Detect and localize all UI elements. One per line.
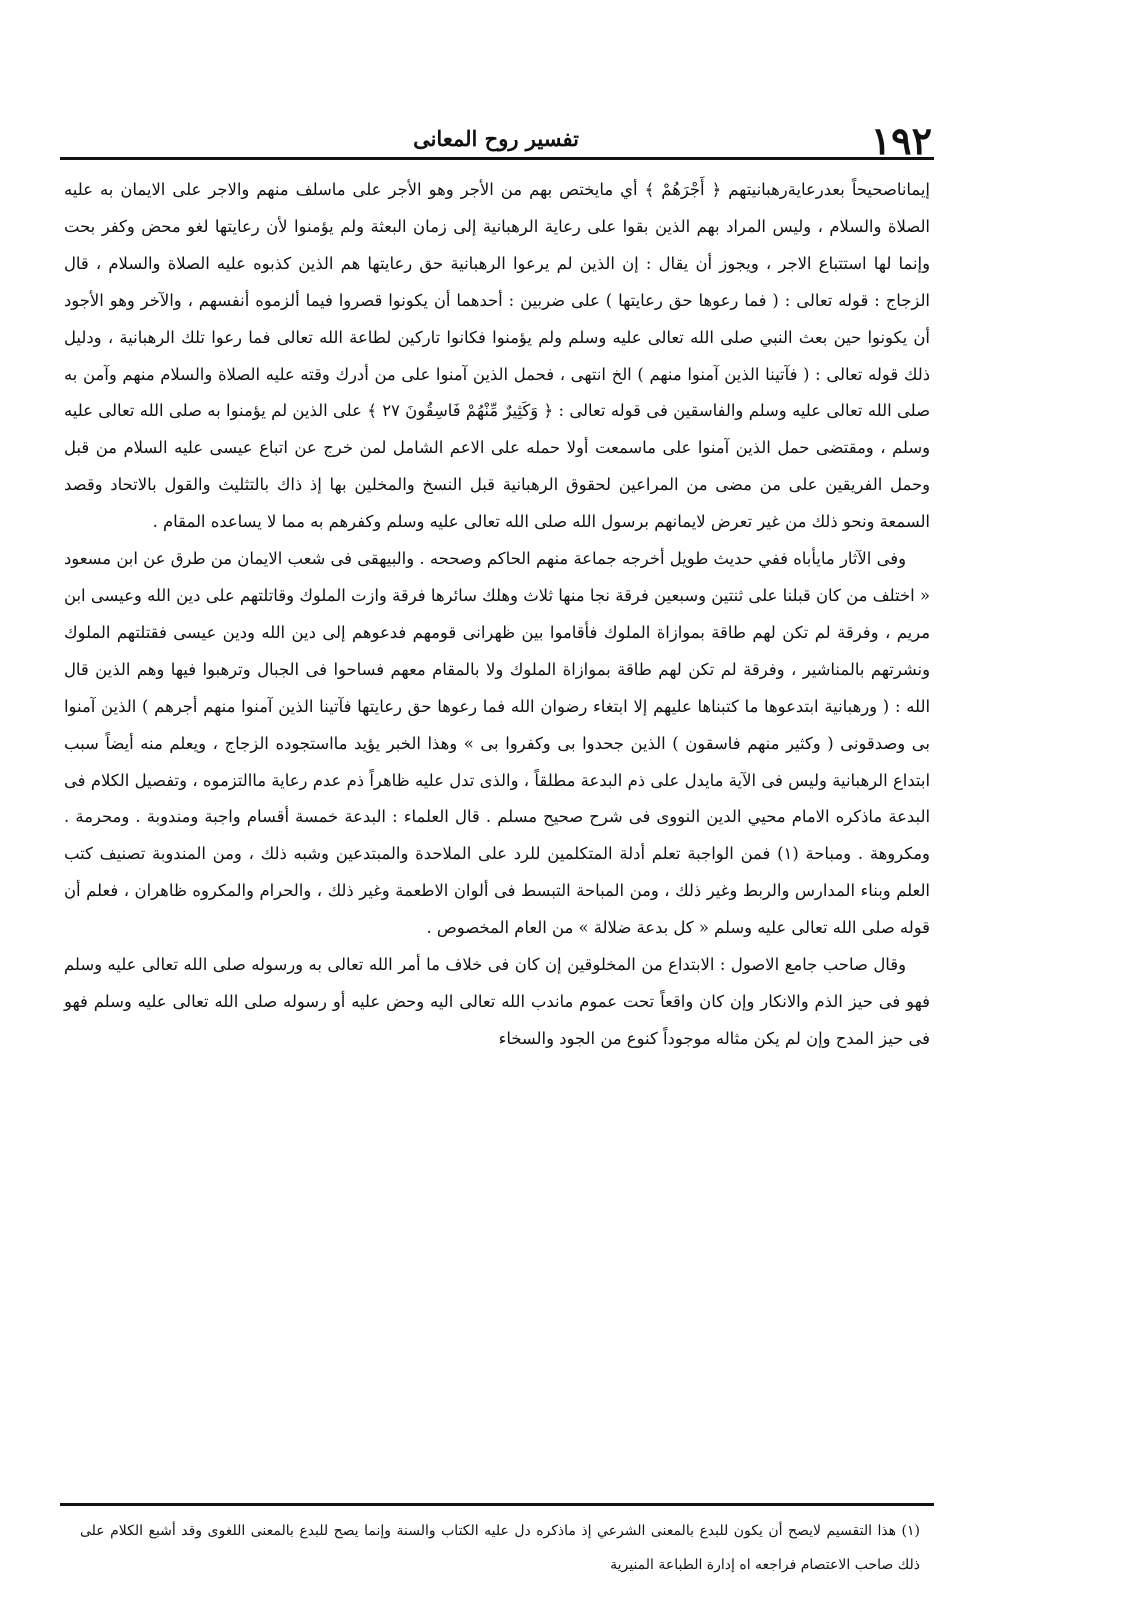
footnote: (١) هذا التقسيم لايصح أن يكون للبدع بالمعنى الشرعي إذ ماذكره دل عليه الكتاب والسنة وإنما يصح للبدع بالمعنى اللغوى وقد أشبع الكلام على ذلك صاحب الاعتصام فراجعه اه إدارة الطباعة المنيرية <box>80 1523 920 1573</box>
main-text <box>64 172 930 1058</box>
footnote-rule <box>60 1503 934 1506</box>
running-title: تفسير روح المعانى <box>413 126 579 151</box>
page-header <box>60 118 932 162</box>
paragraph-3: وقال صاحب جامع الاصول : الابتداع من المخلوقين إن كان فى خلاف ما أمر الله تعالى به ورسوله صلى الله تعالى عليه وسلم فهو فى حيز الذم والانكار وإن كان واقعاً تحت عموم ماندب الله تعالى اليه وحض عليه أو رسوله صلى الله تعالى عليه وسلم فهو فى حيز المدح وإن لم يكن مثاله موجوداً كنوع من الجود والسخاء <box>64 955 930 1048</box>
page-number: ١٩٢ <box>870 118 932 163</box>
header-rule <box>60 157 934 160</box>
paragraph-1: إيماناصحيحاً بعدرعايةرهبانيتهم ﴿ أَجْرَهُمْ ﴾ أي مايختص بهم من الأجر وهو الأجر على ماسلف منهم والاجر على الايمان به عليه الصلاة والسلام ، وليس المراد بهم الذين بقوا على رعاية الرهبانية إلى زمان البعثة ولم يؤمنوا لأن رعايتها لغو محض وكفر بحت وإنما لها استتباع الاجر ، ويجوز أن يقال : إن الذين لم يرعوا الرهبانية حق رعايتها هم الذين كذبوه عليه الصلاة والسلام ، قال الزجاج : قوله تعالى : ( فما رعوها حق رعايتها ) على ضربين : أحدهما أن يكونوا قصروا فيما ألزموه أنفسهم ، والآخر وهو الأجود أن يكونوا حين بعث النبي صلى الله تعالى عليه وسلم ولم يؤمنوا فكانوا تاركين لطاعة الله تعالى فما رعوا تلك الرهبانية ، ودليل ذلك قوله تعالى : ( فآتينا الذين آمنوا منهم ) الخ انتهى ، فحمل الذين آمنوا على من أدرك وقته عليه الصلاة والسلام منهم وآمن به صلى الله تعالى عليه وسلم والفاسقين فى قوله تعالى : ﴿ وَكَثِيرٌ مِّنْهُمْ فَاسِقُونَ ٢٧ ﴾ على الذين لم يؤمنوا به صلى الله تعالى عليه وسلم ، ومقتضى حمل الذين آمنوا على ماسمعت أولا حمله على الاعم الشامل لمن خرج عن اتباع عيسى عليه السلام من قبل وحمل الفريقين على من مضى من المراعين لحقوق الرهبانية قبل النسخ والمخلين بها إذ ذاك بالتثليث والقول بالاتحاد وقصد السمعة ونحو ذلك من غير تعرض لايمانهم برسول الله صلى الله تعالى عليه وسلم وكفرهم به مما لا يساعده المقام . <box>64 180 930 532</box>
paragraph-2: وفى الآثار مايأباه ففي حديث طويل أخرجه جماعة منهم الحاكم وصححه . والبيهقى فى شعب الايمان من طرق عن ابن مسعود « اختلف من كان قبلنا على ثنتين وسبعين فرقة نجا منها ثلاث وهلك سائرها فرقة وازت الملوك وقاتلتهم على دين الله وعيسى ابن مريم ، وفرقة لم تكن لهم طاقة بموازاة الملوك فأقاموا بين ظهرانى قومهم فدعوهم إلى دين الله ودين عيسى فقتلتهم الملوك ونشرتهم بالمناشير ، وفرقة لم تكن لهم طاقة بموازاة الملوك ولا بالمقام معهم فساحوا فى الجبال وترهبوا فيها وهم الذين قال الله : ( ورهبانية ابتدعوها ما كتبناها عليهم إلا ابتغاء رضوان الله فما رعوها حق رعايتها فآتينا الذين آمنوا منهم أجرهم ) الذين آمنوا بى وصدقونى ( وكثير منهم فاسقون ) الذين جحدوا بى وكفروا بى » وهذا الخبر يؤيد مااستجوده الزجاج ، ويعلم منه أيضاً سبب ابتداع الرهبانية وليس فى الآية مايدل على ذم البدعة مطلقاً ، والذى تدل عليه ظاهراً ذم عدم رعاية ماالتزموه ، وتفصيل الكلام فى البدعة ماذكره الامام محيي الدين النووى فى شرح صحيح مسلم . قال العلماء : البدعة خمسة أقسام واجبة ومندوبة . ومحرمة . ومكروهة . ومباحة (١) فمن الواجبة تعلم أدلة المتكلمين للرد على الملاحدة والمبتدعين وشبه ذلك ، ومن المندوبة تصنيف كتب العلم وبناء المدارس والربط وغير ذلك ، ومن المباحة التبسط فى ألوان الاطعمة وغير ذلك ، والحرام والمكروه ظاهران ، فعلم أن قوله صلى الله تعالى عليه وسلم « كل بدعة ضلالة » من العام المخصوص . <box>64 549 930 938</box>
